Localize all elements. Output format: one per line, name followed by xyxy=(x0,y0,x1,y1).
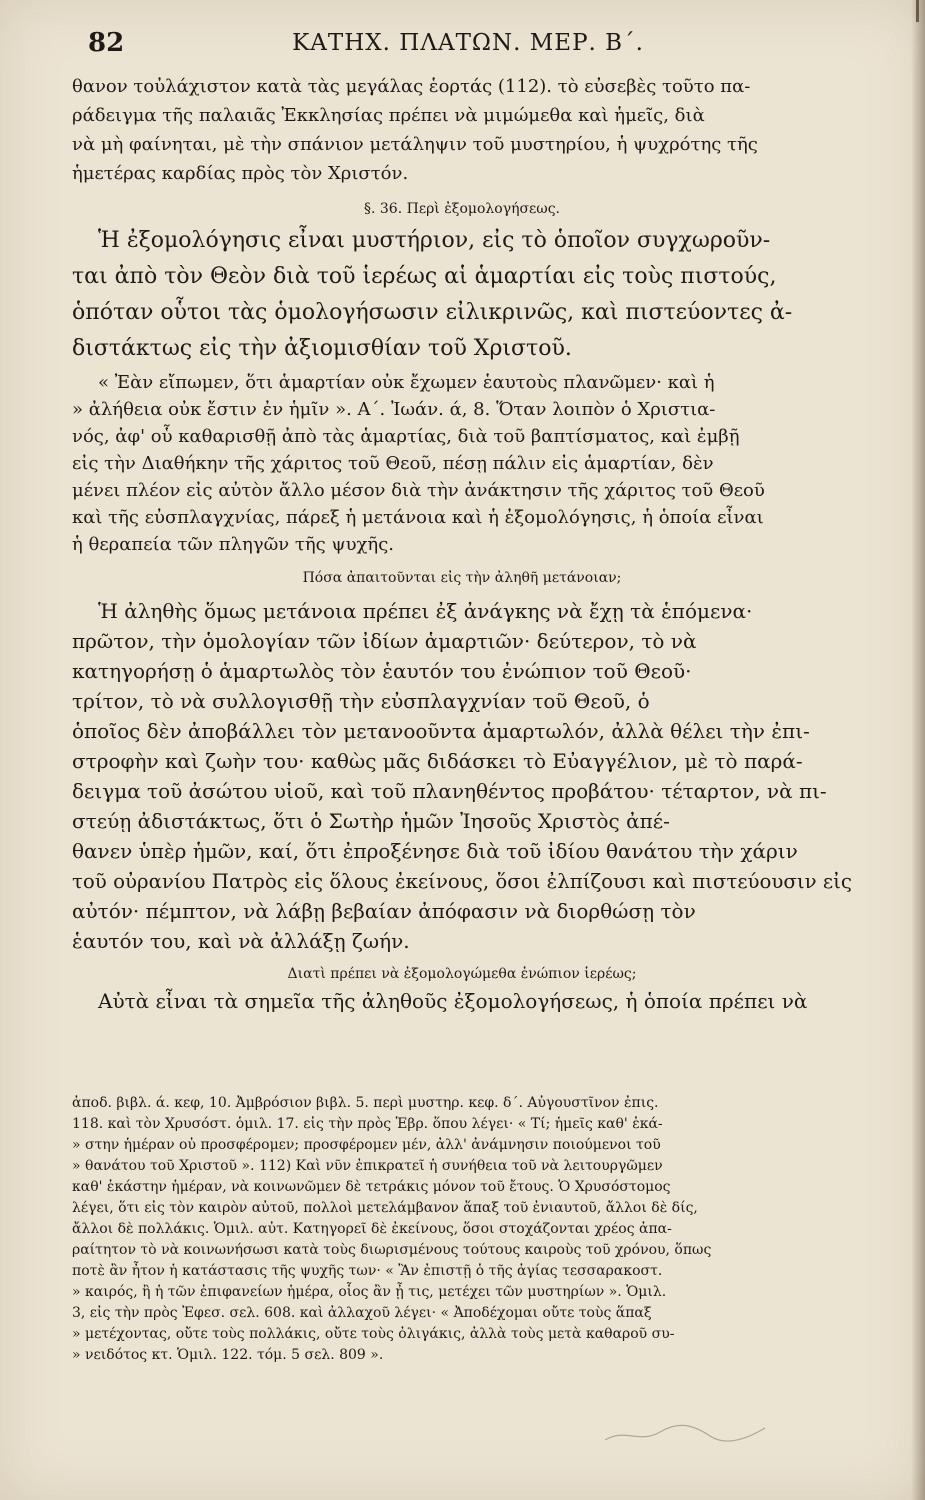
definition-line: Ἡ ἐξομολόγησις εἶναι μυστήριον, εἰς τὸ ὁποῖον συγχωροῦν- xyxy=(98,228,771,253)
running-title: ΚΑΤΗΧ. ΠΛΑΤΩΝ. ΜΕΡ. Β΄. xyxy=(292,30,644,56)
handwritten-mark xyxy=(600,1418,770,1448)
definition-line: ται ἀπὸ τὸν Θεὸν διὰ τοῦ ἱερέως αἱ ἁμαρτίαι εἰς τοὺς πιστούς, xyxy=(72,264,777,289)
question-heading: Πόσα ἀπαιτοῦνται εἰς τὴν ἀληθῆ μετάνοιαν; xyxy=(302,570,622,586)
intro-line: ἡμετέρας καρδίας πρὸς τὸν Χριστόν. xyxy=(72,163,409,184)
footnote-line: ἄλλοι δὲ πολλάκις. Ὁμιλ. αὐτ. Κατηγορεῖ δὲ ἐκείνους, ὅσοι στοχάζονται χρέος ἀπα- xyxy=(72,1221,672,1237)
answer-line: τρίτον, τὸ νὰ συλλογισθῇ τὴν εὐσπλαγχνίαν τοῦ Θεοῦ, ὁ xyxy=(72,689,650,713)
footnotes xyxy=(72,1096,862,1369)
footnote-line: » θανάτου τοῦ Χριστοῦ ». 112) Καὶ νῦν ἐπικρατεῖ ἡ συνήθεια τοῦ νὰ λειτουργῶμεν xyxy=(72,1158,663,1174)
footnote-line: 3, εἰς τὴν πρὸς Ἐφεσ. σελ. 608. καὶ ἀλλαχοῦ λέγει· « Ἀποδέχομαι οὔτε τοὺς ἅπαξ xyxy=(72,1305,652,1321)
answer-line: ὁποῖος δὲν ἀποβάλλει τὸν μετανοοῦντα ἁμαρτωλόν, ἀλλὰ θέλει τὴν ἐπι- xyxy=(72,719,810,743)
footnote-line: καθ' ἑκάστην ἡμέραν, νὰ κοινωνῶμεν δὲ τετράκις μόνον τοῦ ἔτους. Ὁ Χρυσόστομος xyxy=(72,1179,671,1195)
page-number: 82 xyxy=(88,28,125,58)
answer-line: Αὐτὰ εἶναι τὰ σημεῖα τῆς ἀληθοῦς ἐξομολογήσεως, ἡ ὁποία πρέπει νὰ xyxy=(98,989,808,1013)
footnote-line: ραίτητον τὸ νὰ κοινωνήσωσι κατὰ τοὺς διωρισμένους τούτους καιροὺς τοῦ χρόνου, ὅπως xyxy=(72,1242,712,1258)
bookmark-ribbon xyxy=(916,0,919,22)
quote-line: μένει πλέον εἰς αὐτὸν ἄλλο μέσον διὰ τὴν ἀνάκτησιν τῆς χάριτος τοῦ Θεοῦ xyxy=(72,480,765,501)
footnote-line: » καιρός, ἢ ἡ τῶν ἐπιφανείων ἡμέρα, οἷος ἂν ᾖ τις, μετέχει τῶν μυστηρίων ». Ὁμιλ. xyxy=(72,1284,667,1300)
quote-line: » ἀλήθεια οὐκ ἔστιν ἐν ἡμῖν ». Α΄. Ἰωάν. ά, 8. Ὅταν λοιπὸν ὁ Χριστια- xyxy=(72,399,716,420)
page-header xyxy=(88,28,848,68)
footnote-divider xyxy=(72,1074,852,1075)
quote-line: ἡ θεραπεία τῶν πληγῶν τῆς ψυχῆς. xyxy=(72,534,395,555)
main-text xyxy=(72,78,852,1021)
footnote-line: λέγει, ὅτι εἰς τὸν καιρὸν αὐτοῦ, πολλοὶ μετελάμβανον ἅπαξ τοῦ ἐνιαυτοῦ, ἄλλοι δὲ δίς, xyxy=(72,1200,698,1216)
page-edge-shadow xyxy=(911,0,925,1500)
footnote-line: » νειδότος κτ. Ὁμιλ. 122. τόμ. 5 σελ. 809 ». xyxy=(72,1347,384,1363)
answer-line: θανεν ὑπὲρ ἡμῶν, καί, ὅτι ἐπροξένησε διὰ τοῦ ἰδίου θανάτου τὴν χάριν xyxy=(72,839,798,863)
footnote-line: ἀποδ. βιβλ. ά. κεφ, 10. Ἀμβρόσιον βιβλ. 5. περὶ μυστηρ. κεφ. δ΄. Αὐγουστῖνον ἐπις. xyxy=(72,1095,659,1111)
answer-line: τοῦ οὐρανίου Πατρὸς εἰς ὅλους ἐκείνους, ὅσοι ἐλπίζουσι καὶ πιστεύουσιν εἰς xyxy=(72,869,852,893)
footnote-line: 118. καὶ τὸν Χρυσόστ. ὁμιλ. 17. εἰς τὴν πρὸς Ἑβρ. ὅπου λέγει· « Τί; ἡμεῖς καθ' ἑκά- xyxy=(72,1116,663,1132)
definition-line: διστάκτως εἰς τὴν ἀξιομισθίαν τοῦ Χριστοῦ. xyxy=(72,336,572,361)
intro-line: νὰ μὴ φαίνηται, μὲ τὴν σπάνιον μετάληψιν τοῦ μυστηρίου, ἡ ψυχρότης τῆς xyxy=(72,134,758,155)
quote-line: καὶ τῆς εὐσπλαγχνίας, πάρεξ ἡ μετάνοια καὶ ἡ ἐξομολόγησις, ἡ ὁποία εἶναι xyxy=(72,507,764,528)
answer-line: Ἡ ἀληθὴς ὅμως μετάνοια πρέπει ἐξ ἀνάγκης νὰ ἔχῃ τὰ ἑπόμενα· xyxy=(98,599,753,623)
intro-line: θανον τοὐλάχιστον κατὰ τὰς μεγάλας ἑορτάς (112). τὸ εὐσεβὲς τοῦτο πα- xyxy=(72,76,751,97)
footnote-line: ποτὲ ἂν ἦτον ἡ κατάστασις τῆς ψυχῆς των· « Ἂν ἐπιστῇ ὁ τῆς ἁγίας τεσσαρακοστ. xyxy=(72,1263,663,1279)
quote-line: νός, ἀφ' οὗ καθαρισθῇ ἀπὸ τὰς ἁμαρτίας, διὰ τοῦ βαπτίσματος, καὶ ἐμβῇ xyxy=(72,426,740,447)
section-heading: §. 36. Περὶ ἐξομολογήσεως. xyxy=(364,201,560,217)
definition-line: ὁπόταν οὗτοι τὰς ὁμολογήσωσιν εἰλικρινῶς, καὶ πιστεύοντες ἀ- xyxy=(72,300,793,325)
answer-line: στεύῃ ἀδιστάκτως, ὅτι ὁ Σωτὴρ ἡμῶν Ἰησοῦς Χριστὸς ἀπέ- xyxy=(72,809,670,833)
answer-line: αὐτόν· πέμπτον, νὰ λάβῃ βεβαίαν ἀπόφασιν νὰ διορθώσῃ τὸν xyxy=(72,899,696,923)
intro-line: ράδειγμα τῆς παλαιᾶς Ἐκκλησίας πρέπει νὰ μιμώμεθα καὶ ἡμεῖς, διὰ xyxy=(72,105,705,126)
answer-line: στροφὴν καὶ ζωὴν του· καθὼς μᾶς διδάσκει τὸ Εὐαγγέλιον, μὲ τὸ παρά- xyxy=(72,749,803,773)
quote-line: εἰς τὴν Διαθήκην τῆς χάριτος τοῦ Θεοῦ, πέσῃ πάλιν εἰς ἁμαρτίαν, δὲν xyxy=(72,453,714,474)
quote-line: « Ἐὰν εἴπωμεν, ὅτι ἁμαρτίαν οὐκ ἔχωμεν ἑαυτοὺς πλανῶμεν· καὶ ἡ xyxy=(98,372,715,393)
footnote-line: » στην ἡμέραν οὐ προσφέρομεν; προσφέρομεν μέν, ἀλλ' ἀνάμνησιν ποιούμενοι τοῦ xyxy=(72,1137,661,1153)
answer-line: δειγμα τοῦ ἀσώτου υἱοῦ, καὶ τοῦ πλανηθέντος προβάτου· τέταρτον, νὰ πι- xyxy=(72,779,827,803)
answer-line: ἑαυτόν του, καὶ νὰ ἀλλάξῃ ζωήν. xyxy=(72,929,410,953)
answer-line: πρῶτον, τὴν ὁμολογίαν τῶν ἰδίων ἁμαρτιῶν· δεύτερον, τὸ νὰ xyxy=(72,629,697,653)
footnote-line: » μετέχοντας, οὔτε τοὺς πολλάκις, οὔτε τοὺς ὀλιγάκις, ἀλλὰ τοὺς μετὰ καθαροῦ συ- xyxy=(72,1326,675,1342)
question-heading: Διατὶ πρέπει νὰ ἐξομολογώμεθα ἐνώπιον ἱερέως; xyxy=(287,966,637,982)
answer-line: κατηγορήσῃ ὁ ἁμαρτωλὸς τὸν ἑαυτόν του ἐνώπιον τοῦ Θεοῦ· xyxy=(72,659,692,683)
